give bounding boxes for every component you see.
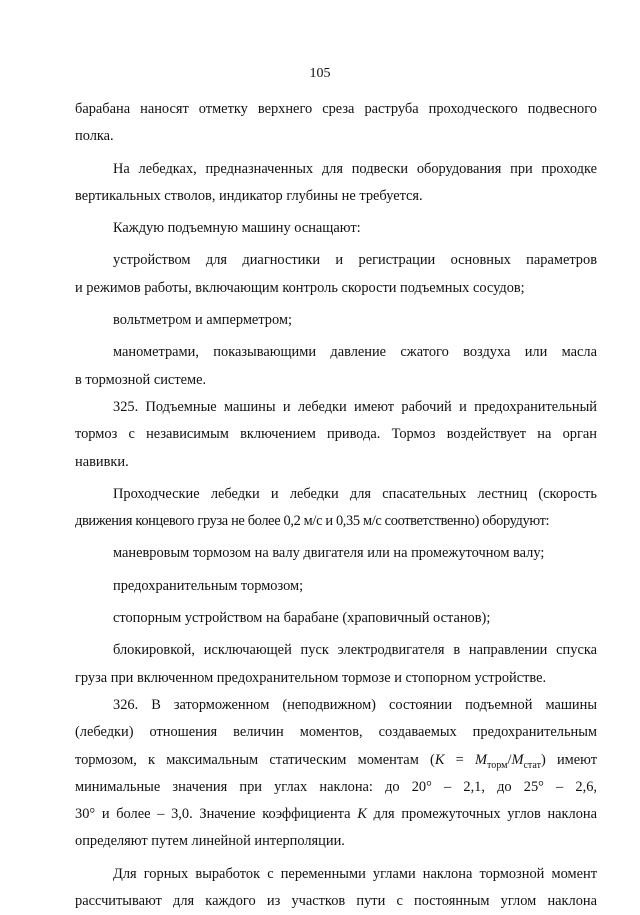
text-line: вертикальных стволов, индикатор глубины не требуется. xyxy=(75,187,423,204)
text-fragment: тормозом, к максимальным статическим моментам ( xyxy=(75,751,435,768)
text-line: вольтметром и амперметром; xyxy=(113,312,293,329)
text-line-with-formula xyxy=(75,801,597,828)
text-line: 326. В заторможенном (неподвижном) состоянии подъемной машины xyxy=(113,696,597,713)
text-line: маневровым тормозом на валу двигателя или на промежуточном валу; xyxy=(113,545,545,562)
text-fragment: = xyxy=(444,751,476,768)
text-line: Проходческие лебедки и лебедки для спасательных лестниц (скорость xyxy=(113,485,597,502)
text-line: определяют путем линейной интерполяции. xyxy=(75,833,345,850)
text-line: полка. xyxy=(75,128,114,145)
formula-subscript: торм xyxy=(487,759,508,771)
text-line: 325. Подъемные машины и лебедки имеют рабочий и предохранительный xyxy=(113,398,597,415)
text-line-with-formula xyxy=(75,747,597,774)
text-fragment: 30° и более – 3,0. Значение коэффициента xyxy=(75,806,358,823)
text-line: тормоз с независимым включением привода. Тормоз воздействует на орган xyxy=(75,426,597,443)
text-line: На лебедках, предназначенных для подвески оборудования при проходке xyxy=(113,160,597,177)
formula-symbol-m: M xyxy=(475,751,488,768)
formula-symbol-k: K xyxy=(357,806,367,823)
text-fragment: ) имеют xyxy=(540,751,598,768)
page-number: 105 xyxy=(309,66,331,81)
text-line: манометрами, показывающими давление сжатого воздуха или масла xyxy=(113,344,597,361)
text-line: и режимов работы, включающим контроль скорости подъемных сосудов; xyxy=(75,279,525,296)
text-line: (лебедки) отношения величин моментов, создаваемых предохранительным xyxy=(75,724,597,741)
text-line: в тормозной системе. xyxy=(75,371,207,388)
text-line: барабана наносят отметку верхнего среза раструба проходческого подвесного xyxy=(75,101,597,117)
text-line: устройством для диагностики и регистрации основных параметров xyxy=(113,252,597,269)
formula-subscript: стат xyxy=(523,759,541,771)
text-line: минимальные значения при углах наклона: до 20° – 2,1, до 25° – 2,6, xyxy=(75,778,597,795)
text-line: предохранительным тормозом; xyxy=(113,577,304,594)
text-line: движения концевого груза не более 0,2 м/с и 0,35 м/с соответственно) оборудуют: xyxy=(75,513,550,530)
formula-symbol-m: M xyxy=(511,751,524,768)
body-text xyxy=(75,96,597,915)
text-line: Для горных выработок с переменными углами наклона тормозной момент xyxy=(113,865,597,882)
text-line: блокировкой, исключающей пуск электродвигателя в направлении спуска xyxy=(113,642,597,659)
text-line: Каждую подъемную машину оснащают: xyxy=(113,220,361,237)
text-line: стопорным устройством на барабане (храповичный останов); xyxy=(113,610,491,627)
text-fragment: для промежуточных углов наклона xyxy=(366,806,597,823)
text-line: навивки. xyxy=(75,453,129,470)
text-line: груза при включенном предохранительном тормозе и стопорном устройстве. xyxy=(75,669,547,686)
text-line: рассчитывают для каждого из участков пути с постоянным углом наклона xyxy=(75,893,597,910)
formula-symbol-k: K xyxy=(434,751,445,768)
text-fragment: / xyxy=(507,751,512,768)
